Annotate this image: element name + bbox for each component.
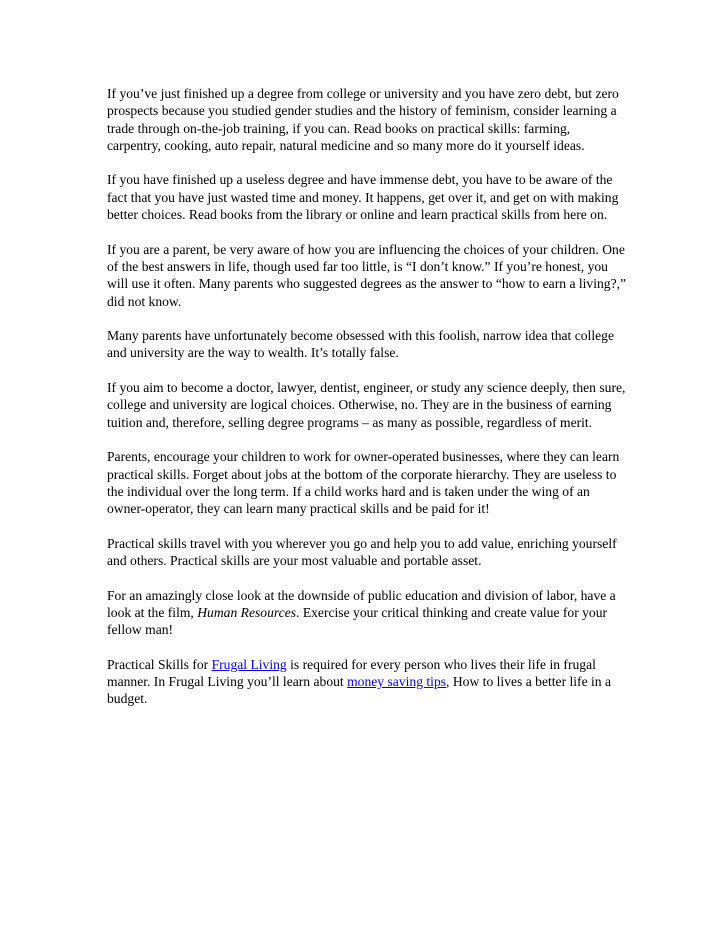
document-body	[107, 85, 627, 725]
paragraph-science-careers: If you aim to become a doctor, lawyer, dentist, engineer, or study any science deeply, then sure, college and university are logical choices. Otherwise, no. They are in the business of earning tuition and, therefore, selling degree programs – as many as possible, regardless of merit.	[107, 380, 626, 430]
paragraph-frugal-living	[107, 656, 627, 708]
frugal-text-2: is required for every person who lives their life in frugal manner. In Frugal Living you’ll learn about	[107, 656, 596, 690]
film-text-before: For an amazingly close look at the downside of public education and division of labor, have a look at the film,	[107, 587, 616, 620]
paragraph-parent-influence: If you are a parent, be very aware of how you are influencing the choices of your children. One of the best answers in life, though used far too little, is “I don’t know.” If you’re honest, you will use it often. Many parents who suggested degrees as the answer to “how to earn a living?,” did not know.	[107, 241, 627, 309]
paragraph-owner-operated: Parents, encourage your children to work for owner-operated businesses, where they can learn practical skills. Forget about jobs at the bottom of the corporate hierarchy. They are useless to the individual over the long term. If a child works hard and is taken under the wing of an owner-operator, they can learn many practical skills and be paid for it!	[107, 449, 620, 517]
frugal-text-3: , How to lives a better life in a budget.	[107, 674, 612, 707]
paragraph-film-recommendation	[107, 587, 627, 639]
paragraph-practical-skills-asset: Practical skills travel with you wherever you go and help you to add value, enriching yourself and others. Practical skills are your most valuable and portable asset.	[107, 535, 617, 569]
frugal-text-1: Practical Skills for	[107, 656, 212, 672]
paragraph-parents-obsessed: Many parents have unfortunately become obsessed with this foolish, narrow idea that college and university are the way to wealth. It’s totally false.	[107, 328, 614, 361]
frugal-living-link[interactable]: Frugal Living	[211, 656, 287, 672]
money-saving-tips-link[interactable]: money saving tips	[347, 674, 447, 690]
film-title: Human Resources	[197, 604, 297, 620]
paragraph-useless-degree: If you have finished up a useless degree and have immense debt, you have to be aware of the fact that you have just wasted time and money. It happens, get over it, and get on with making better choices. Read books from the library or online and learn practical skills from here on.	[107, 172, 619, 223]
film-text-after: . Exercise your critical thinking and create value for your fellow man!	[107, 604, 608, 638]
paragraph-degree-zero-debt: If you’ve just finished up a degree from college or university and you have zero debt, but zero prospects because you studied gender studies and the history of feminism, consider learning a trade through on-the-job training, if you can. Read books on practical skills: farming, carpentry, cooking, auto repair, natural medicine and so many more do it yourself ideas.	[107, 86, 619, 153]
